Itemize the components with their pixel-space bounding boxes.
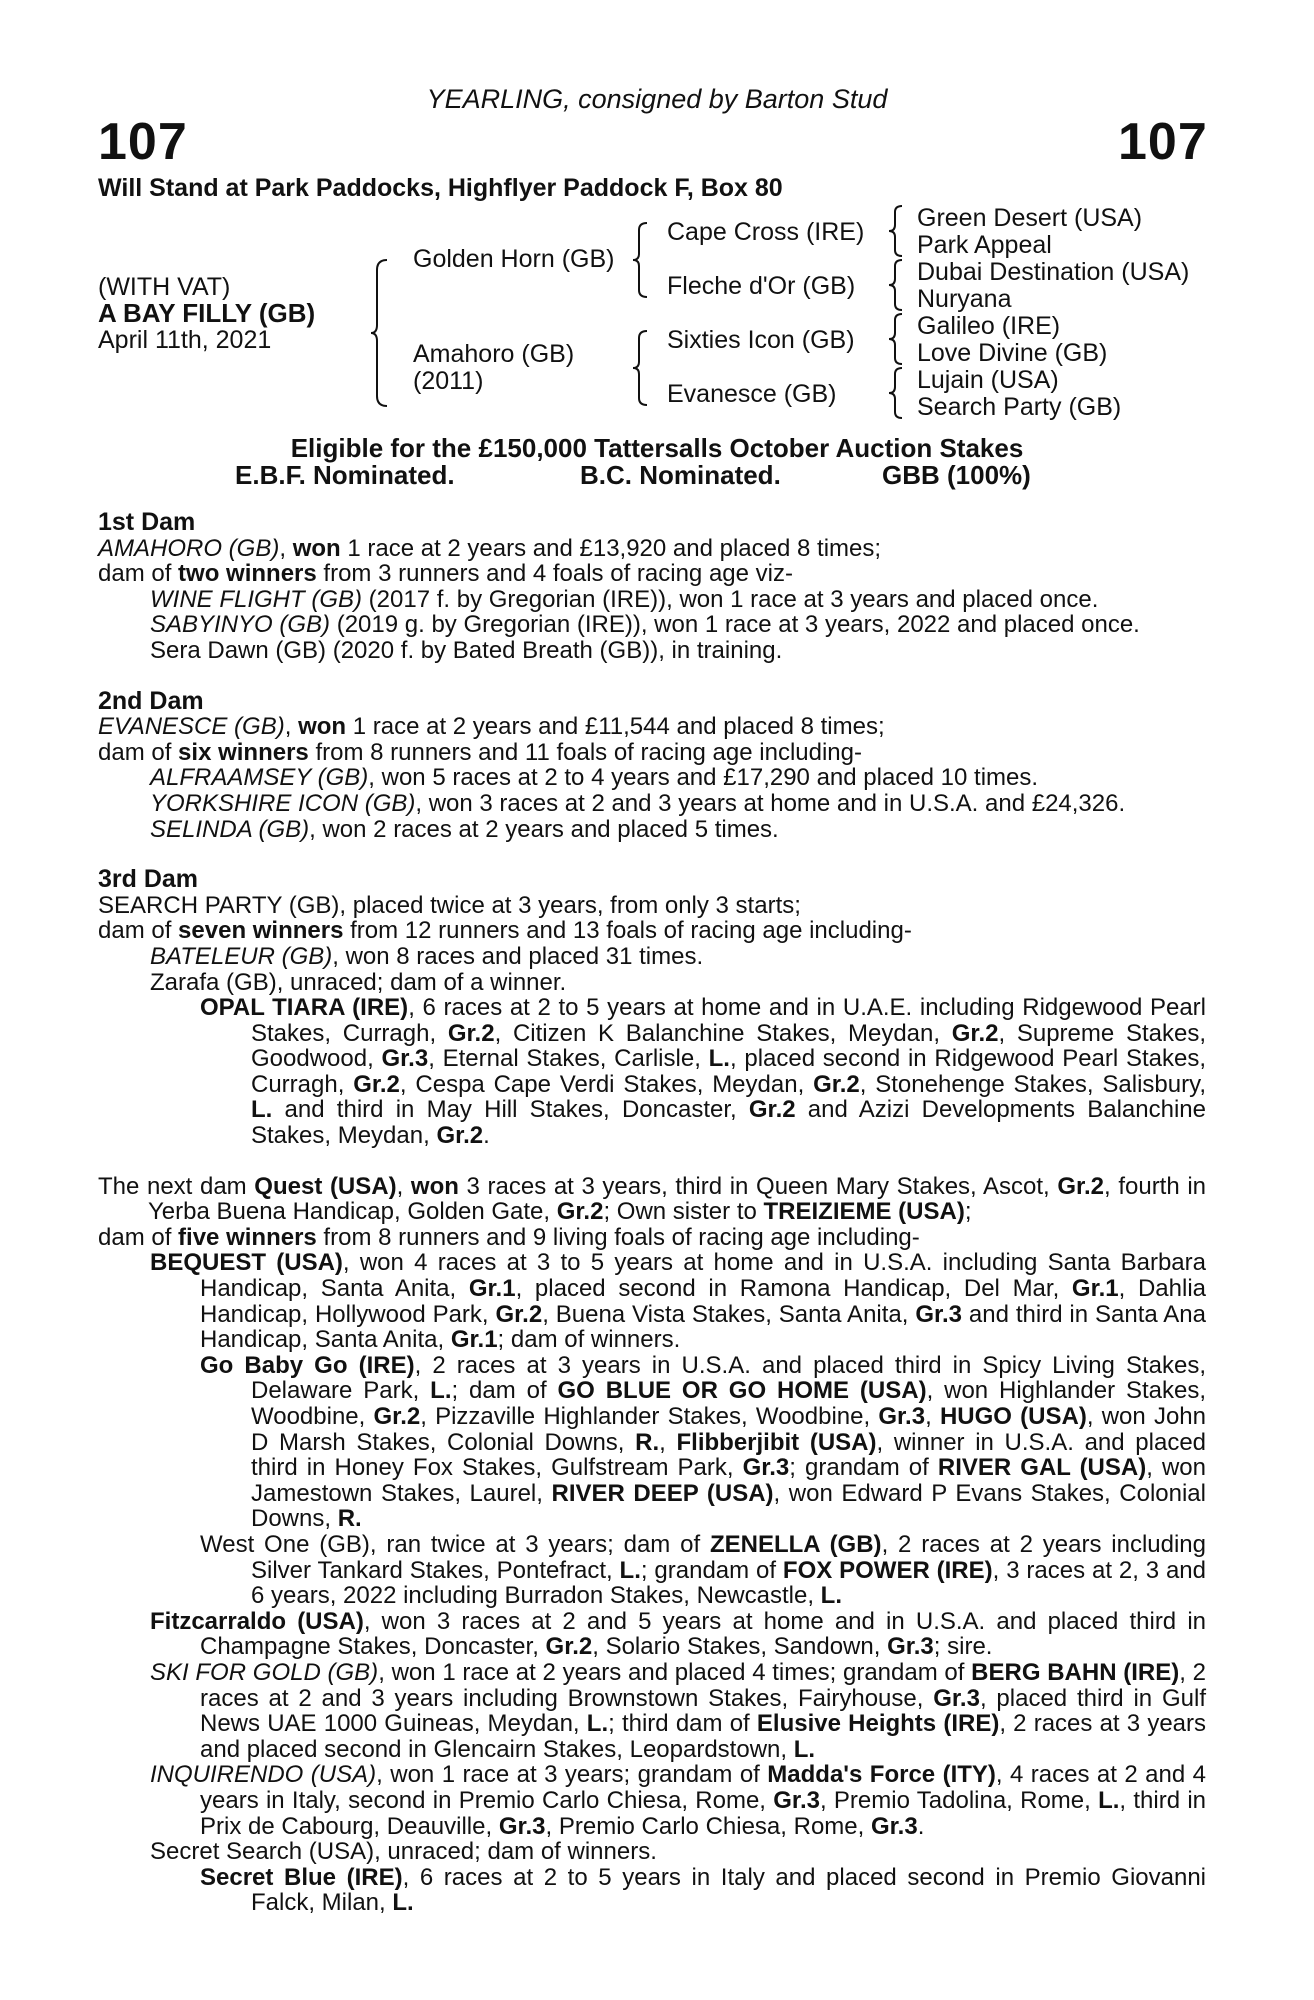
produce-7: BATELEUR (GB), won 8 races and placed 31 times. xyxy=(150,942,704,970)
bracket-horse xyxy=(370,258,390,408)
gg-7: Lujain (USA) xyxy=(917,366,1059,394)
gg-3: Dubai Destination (USA) xyxy=(917,258,1190,286)
dam-sire: Sixties Icon (GB) xyxy=(667,326,855,354)
ebf-note: E.B.F. Nominated. xyxy=(235,460,455,490)
sire-name: Golden Horn (GB) xyxy=(413,245,615,273)
bc-note: B.C. Nominated. xyxy=(580,460,781,490)
produce-10: BEQUEST (USA), won 4 races at 3 to 5 years at home and in U.S.A. including Santa Barbara Handicap, Santa Anita, Gr.1, placed second in Ramona Handicap, Del Mar, Gr.1, Dahlia Handicap, Hollywood Park, Gr.2, Buena Vista Stakes, Santa Anita, Gr.3 and third in Santa Ana Handicap, Santa Anita, Gr.1; dam of winners. xyxy=(150,1249,1207,1354)
dam-name: Amahoro (GB) xyxy=(413,340,575,368)
dam-year: (2011) xyxy=(413,367,484,395)
next-dam-text: The next dam Quest (USA), won 3 races at 3 years, third in Queen Mary Stakes, Ascot, Gr.2, fourth in Yerba Buena Handicap, Golden Gate, Gr.2; Own sister to TREIZIEME (USA); xyxy=(98,1172,1207,1226)
sire-sire: Cape Cross (IRE) xyxy=(667,218,865,246)
consignor-line: YEARLING, consigned by Barton Stud xyxy=(426,84,888,114)
produce-2: SABYINYO (GB) (2019 g. by Gregorian (IRE)), won 1 race at 3 years, 2022 and placed once. xyxy=(150,611,1140,639)
second-dam-heading: 2nd Dam xyxy=(98,686,204,715)
bracket-g1 xyxy=(888,204,904,258)
first-dam-text: AMAHORO (GB), won 1 race at 2 years and £13,920 and placed 8 times; xyxy=(98,534,882,562)
third-dam-text: SEARCH PARTY (GB), placed twice at 3 years, from only 3 starts; xyxy=(98,891,801,919)
produce-15: INQUIRENDO (USA), won 1 race at 3 years; grandam of Madda's Force (ITY), 4 races at 2 and 4 years in Italy, second in Premio Carlo Chiesa, Rome, Gr.3, Premio Tadolina, Rome, L., third in Prix de Cabourg, Deauville, Gr.3, Premio Carlo Chiesa, Rome, Gr.3. xyxy=(150,1761,1207,1840)
second-dam-produce: dam of six winners from 8 runners and 11 foals of racing age including- xyxy=(98,738,862,766)
first-dam-produce: dam of two winners from 3 runners and 4 foals of racing age viz- xyxy=(98,560,793,588)
bracket-g3 xyxy=(888,312,904,366)
produce-13: Fitzcarraldo (USA), won 3 races at 2 and 5 years at home and in U.S.A. and placed third in Champagne Stakes, Doncaster, Gr.2, Solario Stakes, Sandown, Gr.3; sire. xyxy=(150,1607,1206,1661)
lot-number-left: 107 xyxy=(98,113,188,171)
gg-4: Nuryana xyxy=(917,285,1012,313)
produce-8: Zarafa (GB), unraced; dam of a winner. xyxy=(150,968,567,996)
dam-records xyxy=(98,510,1206,1916)
produce-5: YORKSHIRE ICON (GB), won 3 races at 2 and 3 years at home and in U.S.A. and £24,326. xyxy=(150,789,1126,817)
produce-12: West One (GB), ran twice at 3 years; dam of ZENELLA (GB), 2 races at 2 years including Silver Tankard Stakes, Pontefract, L.; grandam of FOX POWER (IRE), 3 races at 2, 3 and 6 years, 2022 including Burradon Stakes, Newcastle, L. xyxy=(200,1530,1207,1610)
bracket-sire xyxy=(632,221,650,299)
produce-9: OPAL TIARA (IRE), 6 races at 2 to 5 years at home and in U.A.E. including Ridgewood Pearl Stakes, Curragh, Gr.2, Citizen K Balanchine Stakes, Meydan, Gr.2, Supreme Stakes, Goodwood, Gr.3, Eternal Stakes, Carlisle, L., placed second in Ridgewood Pearl Stakes, Curragh, Gr.2, Cespa Cape Verdi Stakes, Meydan, Gr.2, Stonehenge Stakes, Salisbury, L. and third in May Hill Stakes, Doncaster, Gr.2 and Azizi Developments Balanchine Stakes, Meydan, Gr.2. xyxy=(200,994,1207,1150)
gg-8: Search Party (GB) xyxy=(917,393,1122,421)
horse-name: A BAY FILLY (GB) xyxy=(98,298,316,328)
gg-6: Love Divine (GB) xyxy=(917,339,1108,367)
vat-note: (WITH VAT) xyxy=(98,273,231,301)
second-dam-text: EVANESCE (GB), won 1 race at 2 years and £11,544 and placed 8 times; xyxy=(98,713,885,741)
produce-6: SELINDA (GB), won 2 races at 2 years and placed 5 times. xyxy=(150,815,779,843)
produce-11: Go Baby Go (IRE), 2 races at 3 years in U.S.A. and placed third in Spicy Living Stakes, Delaware Park, L.; dam of GO BLUE OR GO HOME (USA), won Highlander Stakes, Woodbine, Gr.2, Pizzaville Highlander Stakes, Woodbine, Gr.3, HUGO (USA), won John D Marsh Stakes, Colonial Downs, R., Flibberjibit (USA), winner in U.S.A. and placed third in Honey Fox Stakes, Gulfstream Park, Gr.3; grandam of RIVER GAL (USA), won Jamestown Stakes, Laurel, RIVER DEEP (USA), won Edward P Evans Stakes, Colonial Downs, R. xyxy=(200,1351,1207,1533)
bracket-g2 xyxy=(888,258,904,312)
lot-number-right: 107 xyxy=(1118,113,1208,171)
produce-4: ALFRAAMSEY (GB), won 5 races at 2 to 4 years and £17,290 and placed 10 times. xyxy=(150,764,1039,792)
first-dam-heading: 1st Dam xyxy=(98,508,196,536)
produce-16: Secret Search (USA), unraced; dam of winners. xyxy=(150,1838,657,1866)
produce-17: Secret Blue (IRE), 6 races at 2 to 5 years in Italy and placed second in Premio Giovanni Falck, Milan, L. xyxy=(200,1863,1206,1917)
stand-location: Will Stand at Park Paddocks, Highflyer Paddock F, Box 80 xyxy=(98,174,783,202)
third-dam-heading: 3rd Dam xyxy=(98,865,199,894)
produce-14: SKI FOR GOLD (GB), won 1 race at 2 years and placed 4 times; grandam of BERG BAHN (IRE), 2 races at 2 and 3 years including Brownstown Stakes, Fairyhouse, Gr.3, placed third in Gulf News UAE 1000 Guineas, Meydan, L.; third dam of Elusive Heights (IRE), 2 races at 3 years and placed second in Glencairn Stakes, Leopardstown, L. xyxy=(150,1658,1207,1763)
produce-3: Sera Dawn (GB) (2020 f. by Bated Breath (GB)), in training. xyxy=(150,636,783,664)
eligibility-line: Eligible for the £150,000 Tattersalls October Auction Stakes xyxy=(290,433,1024,463)
produce-1: WINE FLIGHT (GB) (2017 f. by Gregorian (IRE)), won 1 race at 3 years and placed once. xyxy=(150,585,1099,613)
foaling-date: April 11th, 2021 xyxy=(98,326,272,354)
gg-5: Galileo (IRE) xyxy=(917,312,1061,340)
third-dam-produce: dam of seven winners from 12 runners and 13 foals of racing age including- xyxy=(98,917,912,945)
bracket-g4 xyxy=(888,366,904,420)
next-dam-produce: dam of five winners from 8 runners and 9 living foals of racing age including- xyxy=(98,1223,920,1251)
dam-dam: Evanesce (GB) xyxy=(667,380,837,408)
gg-1: Green Desert (USA) xyxy=(917,204,1143,232)
gg-2: Park Appeal xyxy=(917,231,1052,259)
bracket-dam xyxy=(632,329,650,407)
gbb-note: GBB (100%) xyxy=(882,460,1031,490)
sire-dam: Fleche d'Or (GB) xyxy=(667,272,856,300)
